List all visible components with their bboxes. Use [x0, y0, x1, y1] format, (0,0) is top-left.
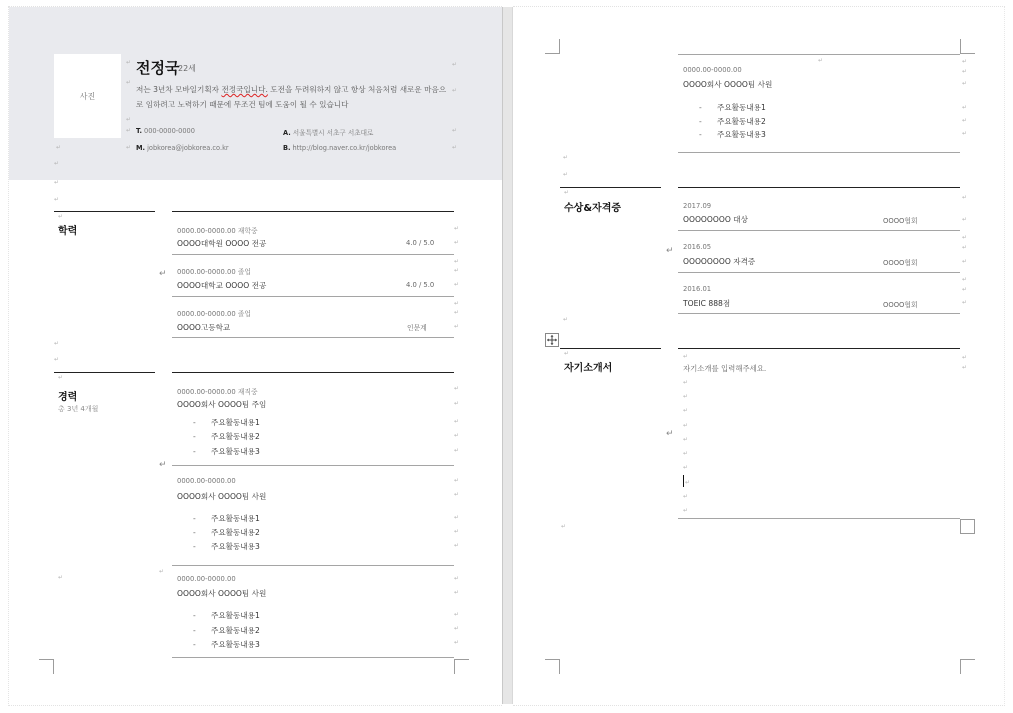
paragraph-mark: ↵ [962, 117, 968, 124]
entry-divider [678, 272, 960, 273]
paragraph-mark: ↵ [58, 374, 64, 381]
career-bullet[interactable] [193, 417, 260, 428]
paragraph-mark: ↵ [683, 422, 689, 429]
paragraph-mark: ↵ [454, 542, 460, 549]
paragraph-mark: ↵ [54, 356, 60, 363]
bullet-text: 주요활동내용1 [211, 514, 260, 523]
phone-label: T. [136, 127, 143, 135]
paragraph-mark: ↵ [962, 216, 968, 223]
dash-bullet: - [193, 611, 196, 620]
paragraph-mark: ↵ [454, 447, 460, 454]
paragraph-mark: ↵ [564, 189, 570, 196]
award-date[interactable]: 2016.05 [683, 243, 712, 251]
table-end-mark: ↵ [159, 460, 167, 470]
paragraph-mark: ↵ [454, 309, 460, 316]
entry-divider [172, 657, 454, 658]
table-end-mark: ↵ [666, 246, 674, 256]
paragraph-mark: ↵ [454, 477, 460, 484]
address-label: A. [283, 129, 291, 137]
paragraph-mark: ↵ [962, 244, 968, 251]
awards-title[interactable]: 수상&자격증 [564, 203, 622, 214]
career-date[interactable]: 0000.00-0000.00 [177, 477, 236, 485]
paragraph-mark: ↵ [454, 639, 460, 646]
section-rule [54, 372, 155, 373]
career-company[interactable]: OOOO회사 OOOO팀 사원 [177, 492, 267, 501]
email-label: M. [136, 144, 146, 152]
text-cursor [683, 475, 684, 487]
photo-label: 사진 [79, 91, 96, 101]
career-bullet[interactable] [699, 102, 766, 113]
entry-divider [678, 54, 960, 55]
career-company[interactable]: OOOO회사 OOOO팀 사원 [177, 589, 267, 598]
career-company[interactable]: OOOO회사 OOOO팀 주임 [177, 400, 267, 409]
page-edge [8, 705, 502, 706]
bullet-text: 주요활동내용3 [717, 130, 766, 139]
dash-bullet: - [193, 514, 196, 523]
intro-text: 도전을 두려워하지 않고 항상 처음처럼 새로운 마음으로 임하려고 노력하기 때문에 무조건 팀에 도움이 될 수 있습니다 [136, 85, 447, 109]
paragraph-mark: ↵ [561, 523, 567, 530]
paragraph-mark: ↵ [683, 464, 689, 471]
dash-bullet: - [193, 640, 196, 649]
dash-bullet: - [699, 130, 702, 139]
paragraph-mark: ↵ [962, 130, 968, 137]
paragraph-mark: ↵ [685, 479, 691, 486]
paragraph-mark: ↵ [126, 127, 132, 134]
education-school[interactable]: OOOO대학원 OOOO 전공 [177, 239, 267, 248]
career-date[interactable]: 0000.00-0000.00 [177, 575, 236, 583]
paragraph-mark: ↵ [962, 299, 968, 306]
paragraph-mark: ↵ [818, 57, 824, 64]
award-name[interactable]: OOOOOOOO 대상 [683, 215, 748, 224]
paragraph-mark: ↵ [683, 393, 689, 400]
table-resize-handle[interactable] [960, 519, 975, 534]
paragraph-mark: ↵ [962, 258, 968, 265]
career-title[interactable]: 경력 [58, 392, 78, 403]
paragraph-mark: ↵ [683, 493, 689, 500]
blog-value: http://blog.naver.co.kr/jobkorea [292, 144, 397, 152]
career-bullet[interactable] [699, 116, 766, 127]
bullet-text: 주요활동내용3 [211, 447, 260, 456]
table-end-mark: ↵ [159, 269, 167, 279]
paragraph-mark: ↵ [126, 144, 132, 151]
paragraph-mark: ↵ [962, 364, 968, 371]
bullet-text: 주요활동내용2 [211, 432, 260, 441]
award-name[interactable]: OOOOOOOO 자격증 [683, 257, 756, 266]
education-date[interactable]: 0000.00-0000.00 졸업 [177, 268, 251, 276]
entry-divider [678, 313, 960, 314]
section-rule [172, 211, 454, 212]
career-bullet[interactable] [193, 625, 260, 636]
paragraph-mark: ↵ [683, 450, 689, 457]
section-rule [678, 187, 960, 188]
section-rule [172, 372, 454, 373]
paragraph-mark: ↵ [962, 354, 968, 361]
paragraph-mark: ↵ [126, 79, 132, 86]
career-date[interactable]: 0000.00-0000.00 재직중 [177, 388, 258, 396]
email-value: jobkorea@jobkorea.co.kr [147, 144, 229, 152]
career-total[interactable]: 총 3년 4개월 [58, 405, 99, 413]
paragraph-mark: ↵ [54, 179, 60, 186]
crop-mark [545, 39, 560, 54]
intro-text: 저는 3년차 모바일기획자 [136, 85, 222, 94]
paragraph-mark: ↵ [683, 407, 689, 414]
paragraph-mark: ↵ [962, 58, 968, 65]
dash-bullet: - [193, 542, 196, 551]
entry-divider [172, 565, 454, 566]
paragraph-mark: ↵ [683, 379, 689, 386]
career-bullet[interactable] [193, 541, 260, 552]
career-bullet[interactable] [193, 513, 260, 524]
paragraph-mark: ↵ [58, 574, 64, 581]
crop-mark [39, 659, 54, 674]
paragraph-mark: ↵ [454, 281, 460, 288]
cover-letter-input[interactable]: 자기소개를 입력해주세요. [683, 364, 767, 373]
dash-bullet: - [193, 626, 196, 635]
paragraph-mark: ↵ [454, 418, 460, 425]
contact-email[interactable] [136, 144, 229, 152]
education-grade[interactable]: 4.0 / 5.0 [406, 239, 435, 247]
career-company[interactable]: OOOO회사 OOOO팀 사원 [683, 80, 773, 89]
paragraph-mark: ↵ [454, 491, 460, 498]
dash-bullet: - [193, 432, 196, 441]
paragraph-mark: ↵ [962, 276, 968, 283]
applicant-age[interactable]: 22세 [178, 64, 196, 73]
bullet-text: 주요활동내용3 [211, 640, 260, 649]
paragraph-mark: ↵ [563, 316, 569, 323]
paragraph-mark: ↵ [452, 144, 458, 151]
bullet-text: 주요활동내용2 [717, 117, 766, 126]
paragraph-mark: ↵ [962, 286, 968, 293]
paragraph-mark: ↵ [454, 239, 460, 246]
photo-placeholder[interactable] [54, 54, 121, 138]
education-date[interactable]: 0000.00-0000.00 졸업 [177, 310, 251, 318]
cover-letter-title[interactable]: 자기소개서 [564, 363, 613, 374]
paragraph-mark: ↵ [454, 575, 460, 582]
education-school[interactable]: OOOO고등학교 [177, 323, 231, 332]
paragraph-mark: ↵ [126, 116, 132, 123]
career-bullet[interactable] [193, 639, 260, 650]
paragraph-mark: ↵ [452, 87, 458, 94]
bullet-text: 주요활동내용1 [211, 418, 260, 427]
paragraph-mark: ↵ [454, 300, 460, 307]
table-end-mark: ↵ [666, 429, 674, 439]
career-bullet[interactable] [193, 527, 260, 538]
spellcheck-flagged-word[interactable]: 전정국입니다. [221, 85, 268, 94]
paragraph-mark: ↵ [454, 589, 460, 596]
award-date[interactable]: 2016.01 [683, 285, 712, 293]
bullet-text: 주요활동내용1 [717, 103, 766, 112]
paragraph-mark: ↵ [683, 353, 689, 360]
paragraph-mark: ↵ [58, 213, 64, 220]
career-bullet[interactable] [699, 129, 766, 140]
paragraph-mark: ↵ [564, 350, 570, 357]
move-arrows-icon [547, 335, 557, 345]
section-rule [678, 348, 960, 349]
career-bullet[interactable] [193, 610, 260, 621]
dash-bullet: - [193, 418, 196, 427]
bullet-text: 주요활동내용3 [211, 542, 260, 551]
education-track[interactable]: 인문계 [407, 324, 427, 332]
paragraph-mark: ↵ [54, 196, 60, 203]
dash-bullet: - [193, 447, 196, 456]
paragraph-mark: ↵ [454, 385, 460, 392]
entry-divider [678, 518, 960, 519]
applicant-name[interactable]: 전정국 [136, 59, 180, 77]
blog-label: B. [283, 144, 291, 152]
page-gutter [502, 7, 513, 704]
paragraph-mark: ↵ [962, 194, 968, 201]
paragraph-mark: ↵ [159, 568, 165, 575]
award-org[interactable]: OOOO협회 [883, 259, 918, 267]
paragraph-mark: ↵ [962, 68, 968, 75]
education-title[interactable]: 학력 [58, 226, 78, 237]
paragraph-mark: ↵ [683, 436, 689, 443]
phone-value: 000-0000-0000 [144, 127, 195, 135]
intro-paragraph[interactable] [136, 83, 450, 112]
dash-bullet: - [699, 117, 702, 126]
bullet-text: 주요활동내용2 [211, 626, 260, 635]
entry-divider [172, 296, 454, 297]
paragraph-mark: ↵ [454, 258, 460, 265]
paragraph-mark: ↵ [563, 154, 569, 161]
education-date[interactable]: 0000.00-0000.00 재학중 [177, 227, 258, 235]
paragraph-mark: ↵ [452, 61, 458, 68]
entry-divider [172, 465, 454, 466]
award-name[interactable]: TOEIC 888점 [683, 299, 731, 308]
table-move-handle[interactable] [545, 333, 559, 347]
career-bullet[interactable] [193, 431, 260, 442]
dash-bullet: - [193, 528, 196, 537]
bullet-text: 주요활동내용2 [211, 528, 260, 537]
paragraph-mark: ↵ [454, 432, 460, 439]
paragraph-mark: ↵ [454, 514, 460, 521]
paragraph-mark: ↵ [563, 171, 569, 178]
career-bullet[interactable] [193, 446, 260, 457]
page-edge [513, 705, 1005, 706]
paragraph-mark: ↵ [126, 59, 132, 66]
contact-blog[interactable] [283, 144, 396, 152]
award-date[interactable]: 2017.09 [683, 202, 712, 210]
paragraph-mark: ↵ [454, 225, 460, 232]
paragraph-mark: ↵ [962, 80, 968, 87]
paragraph-mark: ↵ [454, 400, 460, 407]
paragraph-mark: ↵ [454, 528, 460, 535]
paragraph-mark: ↵ [454, 625, 460, 632]
education-grade[interactable]: 4.0 / 5.0 [406, 281, 435, 289]
education-school[interactable]: OOOO대학교 OOOO 전공 [177, 281, 267, 290]
entry-divider [678, 152, 960, 153]
address-value: 서울특별시 서초구 서초대로 [292, 129, 374, 137]
paragraph-mark: ↵ [454, 267, 460, 274]
crop-mark [960, 39, 975, 54]
contact-address[interactable] [283, 127, 373, 137]
dash-bullet: - [699, 103, 702, 112]
career-date[interactable]: 0000.00-0000.00 [683, 66, 742, 74]
paragraph-mark: ↵ [454, 611, 460, 618]
award-org[interactable]: OOOO협회 [883, 217, 918, 225]
paragraph-mark: ↵ [54, 340, 60, 347]
section-rule [560, 187, 661, 188]
bullet-text: 주요활동내용1 [211, 611, 260, 620]
award-org[interactable]: OOOO협회 [883, 301, 918, 309]
paragraph-mark: ↵ [962, 104, 968, 111]
paragraph-mark: ↵ [54, 160, 60, 167]
paragraph-mark: ↵ [962, 234, 968, 241]
paragraph-mark: ↵ [452, 127, 458, 134]
entry-divider [172, 254, 454, 255]
paragraph-mark: ↵ [454, 323, 460, 330]
paragraph-mark: ↵ [683, 507, 689, 514]
section-rule [54, 211, 155, 212]
entry-divider [678, 230, 960, 231]
crop-mark [960, 659, 975, 674]
contact-phone[interactable] [136, 127, 195, 135]
entry-divider [172, 337, 454, 338]
paragraph-mark: ↵ [56, 144, 62, 151]
crop-mark [545, 659, 560, 674]
crop-mark [454, 659, 469, 674]
section-rule [560, 348, 661, 349]
